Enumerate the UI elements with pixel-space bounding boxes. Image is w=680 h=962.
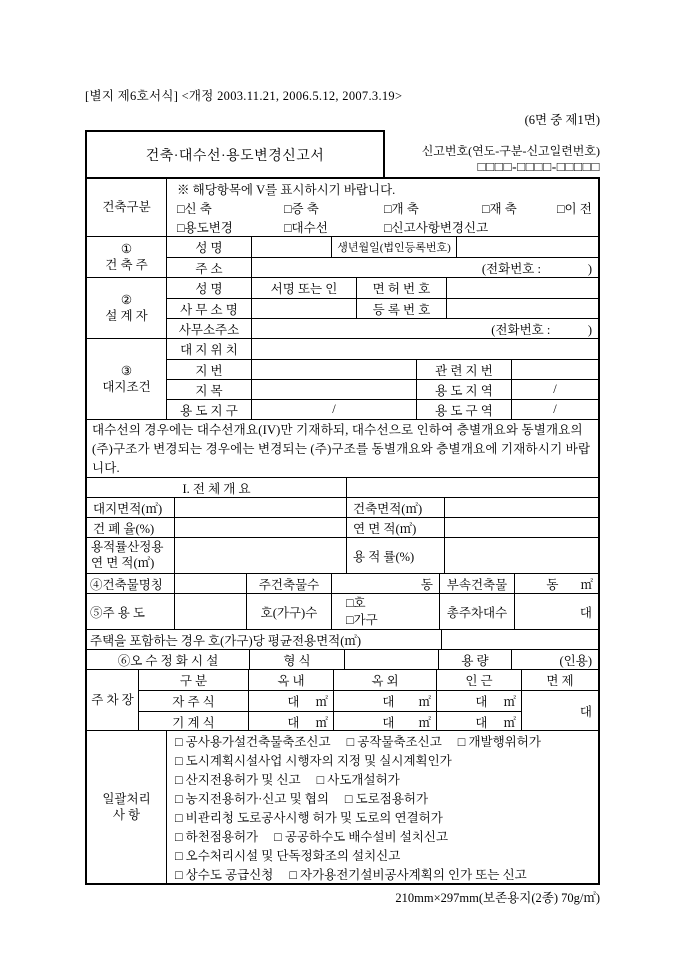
form-body [85,86,600,906]
field-coverage[interactable] [175,518,347,537]
field-land-category[interactable] [252,380,417,399]
page-marker: (6면 중 제1면) [524,113,600,127]
category-options-row2 [167,217,598,236]
form-table [85,177,600,885]
field-total-floor[interactable] [445,518,598,537]
site-label [87,339,167,419]
checkbox-forest-conversion[interactable]: □ 산지전용허가 및 신고 [175,772,301,787]
parking-col-indoor: 옥 내 [249,670,334,690]
parking-col-type: 구 분 [139,670,249,690]
report-number-field[interactable]: □□□□-□□□□-□□□□□ [477,159,600,174]
section-site-condition [87,338,598,419]
designer-number: ② [120,292,133,307]
row-building-name [87,573,598,593]
repair-notice-text: 대수선의 경우에는 대수선개요(IV)만 기재하되, 대수선으로 인하여 층별개요와 동별개요의 (주)구조가 변경되는 경우에는 변경되는 (주)구조를 동별개요와 층별개요에 기재하시기 바랍니다. [92,423,591,475]
owner-title: 건 축 주 [105,258,148,272]
field-site-area[interactable] [175,498,347,517]
row-main-use [87,593,598,629]
use-zone-label: 용 도 지 역 [417,380,512,399]
checkbox-sewer-drainage[interactable]: □ 공공하수도 배수설비 설치신고 [274,829,449,844]
site-area-label: 대지면적(㎡) [87,498,175,517]
use-area-label: 용 도 구 역 [417,400,512,419]
checkbox-water-supply[interactable]: □ 상수도 공급신청 [175,867,274,882]
parking-mech-label: 기 계 식 [139,712,249,731]
use-district-label: 용 도 지 구 [167,400,252,419]
parking-content [139,670,598,730]
checkbox-private-road[interactable]: □ 사도개설허가 [316,772,400,787]
batch-line [167,750,598,769]
sewage-capacity-label: 용 량 [439,650,512,669]
batch-line [167,788,598,807]
batch-line [167,826,598,845]
field-parking-self-nearby[interactable] [437,691,522,711]
main-use-label: ⑤주 용 도 [87,594,175,629]
main-building-count-label: 주건축물수 [247,574,332,593]
checkbox-road-occupation[interactable]: □ 도로점용허가 [344,791,429,806]
dae-unit: 대 [382,695,395,709]
parking-col-outdoor: 옥 외 [334,670,437,690]
field-owner-name[interactable] [252,237,332,257]
designer-license-label: 면 허 번 호 [357,278,447,298]
site-lot-label: 지 번 [167,360,252,379]
field-parking-mech-indoor[interactable] [249,712,334,731]
checkbox-report-change[interactable]: □신고사항변경신고 [384,220,489,235]
sewage-type-label: 형 식 [250,650,345,669]
field-parking-self-indoor[interactable] [249,691,334,711]
batch-label-line1: 일괄처리 [102,791,151,806]
parking-self-label: 자 주 식 [139,691,249,711]
checkbox-relocation[interactable]: □이 전 [557,201,592,216]
sqm-unit: ㎡ [503,695,516,709]
row-far [87,537,598,573]
report-number-label: 신고번호(연도-구분-신고일련번호) [421,144,600,158]
checkbox-temp-building[interactable]: □ 공사용가설건축물축조신고 [175,734,331,749]
owner-phone-label: (전화번호 : ) [481,261,592,276]
field-main-use[interactable] [175,594,247,629]
ho-gagu-cell [332,594,440,629]
field-main-building-count[interactable]: 동 [332,574,440,593]
field-parking-mech-nearby[interactable] [437,712,522,731]
owner-address-label: 주 소 [167,258,252,277]
form-title: 건축·대수선·용도변경신고서 [85,130,385,177]
parking-col-nearby: 인 근 [437,670,522,690]
sqm-unit: ㎡ [503,715,516,730]
field-parking-self-outdoor[interactable] [334,691,437,711]
field-designer-license[interactable] [447,278,598,298]
designer-reg-label: 등 록 번 호 [357,299,447,318]
field-use-zone[interactable]: / [553,382,557,396]
coverage-label: 건 폐 율(%) [87,518,175,537]
section-batch [87,730,598,883]
field-use-area[interactable]: / [553,402,557,416]
field-far-area[interactable] [175,538,347,573]
checkbox-use-change[interactable]: □용도변경 [177,220,233,235]
field-sewage-capacity[interactable]: (인용) [559,653,592,668]
field-site-lot[interactable] [252,360,417,379]
field-parking-total[interactable]: 대 [579,605,592,620]
site-content [167,339,598,419]
field-parking-exempt[interactable]: 대 [579,704,592,719]
parking-col-exempt: 면 제 [546,674,574,688]
checkbox-extension[interactable]: □증 축 [284,201,319,216]
category-options-row1 [167,198,598,217]
owner-content [167,237,598,277]
checkbox-road-construction[interactable]: □ 비관리청 도로공사시행 허가 및 도로의 연결허가 [175,810,443,825]
far-area-label-line1: 용적률산정용 [91,539,164,554]
designer-title: 설 계 자 [105,309,148,323]
far-area-label [87,538,175,573]
ho-count-label: 호(가구)수 [247,594,332,629]
parking-total-label: 총주차대수 [440,594,515,629]
overview-heading-blank [347,478,598,497]
checkbox-new-construction[interactable]: □신 축 [177,201,212,216]
checkbox-electric-plan[interactable]: □ 자가용전기설비공사계획의 인가 또는 신고 [289,867,527,882]
checkbox-reconstruction[interactable]: □개 축 [384,201,419,216]
site-location-label: 대 지 위 치 [167,339,252,359]
dae-unit: 대 [475,695,488,709]
sqm-unit: ㎡ [418,695,431,709]
related-lot-label: 관 련 지 번 [417,360,512,379]
field-housing-avg[interactable] [442,630,598,649]
field-designer-office-name[interactable] [252,299,357,318]
designer-name-label: 성 명 [167,278,252,298]
row-housing-avg [87,629,598,649]
sewage-label: ⑥오 수 정 화 시 설 [87,650,250,669]
row-site-area [87,497,598,517]
batch-line [167,845,598,864]
building-category-content [167,179,598,236]
field-designer-office-address[interactable] [252,319,598,338]
annex-building-label: 부속건축물 [440,574,515,593]
doc-reference: [별지 제6호서식] <개정 2003.11.21, 2006.5.12, 2007.3.19> [85,89,403,103]
designer-phone-label: (전화번호 : ) [491,322,592,337]
dae-unit: 대 [287,695,300,709]
field-building-area[interactable] [445,498,598,517]
parking-rows [139,691,522,730]
land-category-label: 지 목 [167,380,252,399]
checkbox-ho[interactable]: □호 [346,596,366,611]
dae-unit: 대 [382,715,395,730]
checkbox-major-repair[interactable]: □대수선 [284,220,328,235]
field-owner-birth[interactable] [457,237,598,257]
section-parking [87,669,598,730]
site-title: 대지조건 [102,380,151,394]
field-far[interactable] [445,538,598,573]
owner-label [87,237,167,277]
overview-heading: I. 전 체 개 요 [87,478,347,497]
field-sewage-type[interactable] [345,650,439,669]
field-annex-building[interactable] [515,574,598,593]
batch-line [167,807,598,826]
building-name-label: ④건축물명칭 [87,574,175,593]
designer-office-label: 사 무 소 명 [167,299,252,318]
annex-sqm-unit: ㎡ [580,577,593,592]
checkbox-farmland-conversion[interactable]: □ 농지전용허가·신고 및 협의 [175,791,329,806]
building-area-label: 건축면적(㎡) [347,498,445,517]
batch-label [87,731,167,883]
title-row [85,130,600,177]
batch-line [167,769,598,788]
total-floor-label: 연 면 적(㎡) [347,518,445,537]
building-category-label: 건축구분 [87,179,167,236]
sqm-unit: ㎡ [315,715,328,730]
batch-content [167,731,598,883]
batch-label-line2: 사 항 [112,808,141,822]
parking-label: 주 차 장 [87,670,139,730]
owner-birth-label: 생년월일(법인등록번호) [332,237,457,257]
checkbox-development-permit[interactable]: □ 개발행위허가 [457,734,541,749]
check-instruction: ※ 해당항목에 V를 표시하시기 바랍니다. [177,182,396,197]
dae-unit: 대 [287,715,300,730]
sqm-unit: ㎡ [418,715,431,730]
owner-name-label: 성 명 [167,237,252,257]
section-notice [87,419,598,477]
field-parking-mech-outdoor[interactable] [334,712,437,731]
site-number: ③ [120,363,133,378]
annex-dong-unit: 동 [546,577,559,592]
designer-content [167,278,598,338]
owner-number: ① [120,241,133,256]
field-related-lot[interactable] [512,360,598,379]
dae-unit: 대 [475,715,488,730]
far-area-label-line2: 연 면 적(㎡) [91,555,155,570]
field-building-name[interactable] [175,574,247,593]
paper-spec-footer: 210mm×297mm(보존용지(2종) 70g/㎡) [395,891,600,905]
far-label: 용 적 률(%) [347,538,445,573]
sqm-unit: ㎡ [315,695,328,709]
designer-sign-label: 서명 또는 인 [252,278,357,298]
row-sewage [87,649,598,669]
report-number-block [385,130,600,177]
field-owner-address[interactable] [252,258,598,277]
field-designer-reg-no[interactable] [447,299,598,318]
batch-line [167,864,598,883]
housing-avg-label: 주택을 포함하는 경우 호(가구)당 평균전용면적(㎡) [87,630,442,649]
designer-label [87,278,167,338]
batch-line [167,731,598,750]
section-overview-heading [87,477,598,497]
row-coverage [87,517,598,537]
section-owner [87,236,598,277]
checkbox-river-occupation[interactable]: □ 하천점용허가 [175,829,259,844]
checkbox-gagu[interactable]: □가구 [346,612,378,627]
checkbox-sewage-treatment[interactable]: □ 오수처리시설 및 단독정화조의 설치신고 [175,848,401,863]
field-use-district[interactable]: / [252,400,417,419]
designer-office-addr-label: 사무소주소 [167,319,252,338]
checkbox-urban-planning[interactable]: □ 도시계획시설사업 시행자의 지정 및 실시계획인가 [175,753,452,768]
checkbox-rebuild[interactable]: □재 축 [482,201,517,216]
section-designer [87,277,598,338]
section-building-category [87,179,598,236]
checkbox-structure-report[interactable]: □ 공작물축조신고 [346,734,442,749]
field-site-location[interactable] [252,339,598,359]
